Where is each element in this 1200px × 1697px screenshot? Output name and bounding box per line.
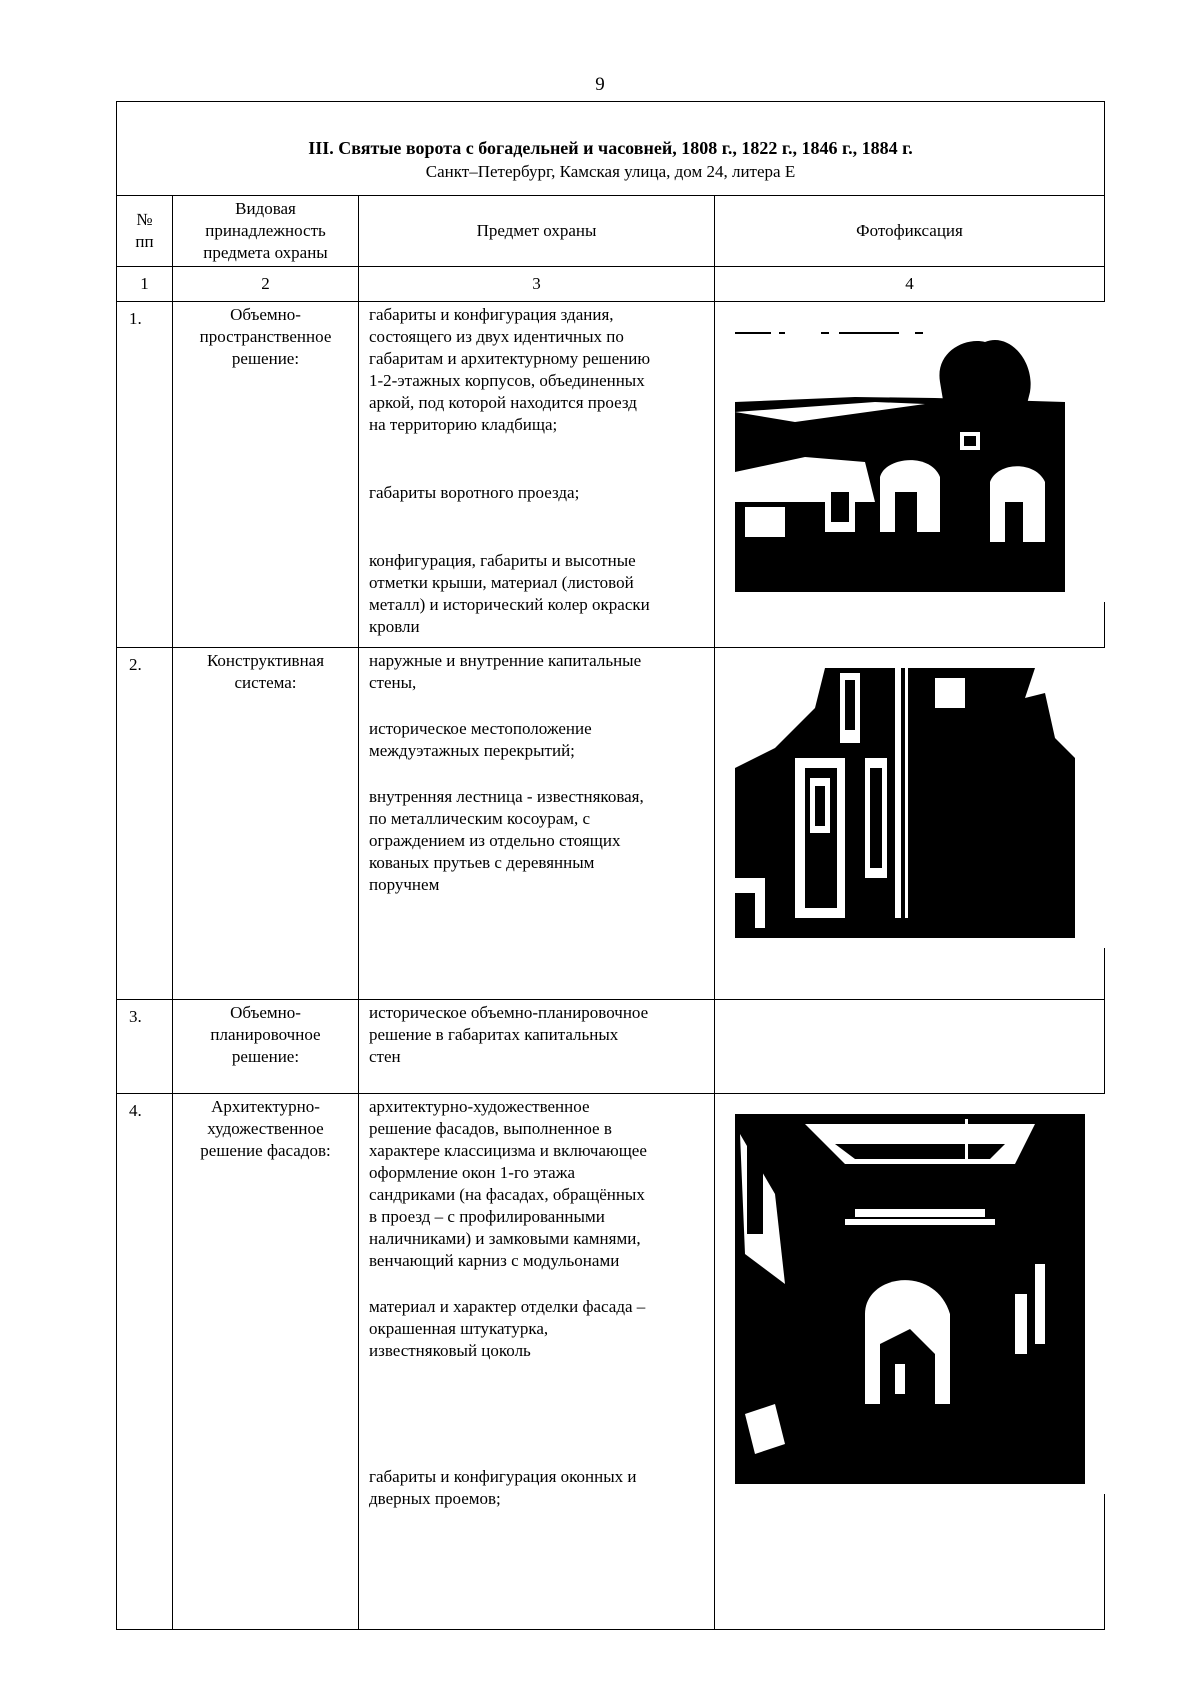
object-address: Санкт–Петербург, Камская улица, дом 24, литера Е <box>425 161 796 181</box>
subject-paragraph <box>369 650 708 694</box>
column-number: 2 <box>173 267 359 302</box>
row-subject <box>359 648 715 1000</box>
column-number-row <box>117 267 1105 302</box>
staircase-photo <box>715 648 1105 948</box>
text-line: кровли <box>369 617 420 636</box>
row-subject <box>359 1000 715 1094</box>
row-type-line: пространственное <box>199 327 332 346</box>
subject-paragraph <box>369 1466 708 1510</box>
table-row <box>117 648 1105 1000</box>
header-type-line: предмета охраны <box>203 243 328 262</box>
text-line: историческое местоположение <box>369 719 592 738</box>
text-line: габаритам и архитектурному решению <box>369 349 651 368</box>
header-type-line: Видовая <box>235 199 296 218</box>
row-type-line: художественное <box>207 1119 324 1138</box>
row-number: 2. <box>117 648 173 1000</box>
header-num-line: пп <box>135 232 154 251</box>
text-line: поручнем <box>369 875 440 894</box>
text-line: габариты и конфигурация здания, <box>369 305 614 324</box>
text-line: отметки крыши, материал (листовой <box>369 573 634 592</box>
page-number: 9 <box>595 74 605 95</box>
row-subject <box>359 302 715 648</box>
text-line: архитектурно-художественное <box>369 1097 590 1116</box>
text-line: на территорию кладбища; <box>369 415 558 434</box>
text-line: сандриками (на фасадах, обращённых <box>369 1185 645 1204</box>
subject-paragraph <box>369 786 708 896</box>
row-number: 1. <box>117 302 173 648</box>
text-line: конфигурация, габариты и высотные <box>369 551 636 570</box>
text-line: аркой, под которой находится проезд <box>369 393 637 412</box>
header-row <box>117 196 1105 267</box>
row-number: 4. <box>117 1094 173 1630</box>
subject-paragraph <box>369 550 708 638</box>
building-gate-photo <box>715 302 1105 602</box>
column-number: 1 <box>117 267 173 302</box>
header-num-line: № <box>136 210 153 229</box>
text-line: междуэтажных перекрытий; <box>369 741 575 760</box>
protection-subject-table <box>116 101 1105 1630</box>
header-type <box>173 196 359 267</box>
row-photo <box>715 302 1105 648</box>
text-line: кованых прутьев с деревянным <box>369 853 595 872</box>
column-number: 3 <box>359 267 715 302</box>
header-photo: Фотофиксация <box>715 196 1105 267</box>
row-type-line: Архитектурно- <box>211 1097 320 1116</box>
row-type-line: система: <box>234 673 297 692</box>
text-line: наружные и внутренние капитальные <box>369 651 642 670</box>
row-type-line: Конструктивная <box>206 651 325 670</box>
text-line: дверных проемов; <box>369 1489 501 1508</box>
text-line: ограждением из отдельно стоящих <box>369 831 621 850</box>
row-type-line: Объемно- <box>230 305 301 324</box>
text-line: характере классицизма и включающее <box>369 1141 647 1160</box>
subject-paragraph <box>369 482 708 504</box>
subject-paragraph <box>369 1096 708 1272</box>
text-line: решение фасадов, выполненное в <box>369 1119 612 1138</box>
row-type-line: решение фасадов: <box>200 1141 331 1160</box>
table-row <box>117 1000 1105 1094</box>
row-type-line: планировочное <box>210 1025 321 1044</box>
text-line: внутренняя лестница - известняковая, <box>369 787 644 806</box>
title-row <box>117 102 1105 196</box>
header-type-line: принадлежность <box>205 221 326 240</box>
row-type-line: решение: <box>231 349 300 368</box>
column-number: 4 <box>715 267 1105 302</box>
text-line: габариты воротного проезда; <box>369 483 580 502</box>
object-title: III. Святые ворота с богадельней и часовней, 1808 г., 1822 г., 1846 г., 1884 г. <box>308 137 913 158</box>
table-row <box>117 1094 1105 1630</box>
text-line: стены, <box>369 673 417 692</box>
subject-paragraph <box>369 718 708 762</box>
row-type <box>173 648 359 1000</box>
text-line: историческое объемно-планировочное <box>369 1003 649 1022</box>
title-cell <box>117 102 1105 196</box>
header-subject: Предмет охраны <box>359 196 715 267</box>
text-line: стен <box>369 1047 401 1066</box>
row-photo-empty <box>715 1000 1105 1094</box>
subject-paragraph <box>369 304 708 436</box>
text-line: известняковый цоколь <box>369 1341 531 1360</box>
row-type-line: решение: <box>231 1047 300 1066</box>
text-line: материал и характер отделки фасада – <box>369 1297 646 1316</box>
row-photo <box>715 648 1105 1000</box>
text-line: состоящего из двух идентичных по <box>369 327 624 346</box>
row-type-line: Объемно- <box>230 1003 301 1022</box>
text-line: габариты и конфигурация оконных и <box>369 1467 637 1486</box>
row-type <box>173 1000 359 1094</box>
subject-paragraph <box>369 1002 708 1068</box>
text-line: решение в габаритах капитальных <box>369 1025 619 1044</box>
text-line: наличниками) и замковыми камнями, <box>369 1229 641 1248</box>
table-row <box>117 302 1105 648</box>
text-line: металл) и исторический колер окраски <box>369 595 650 614</box>
row-type <box>173 1094 359 1630</box>
header-num <box>117 196 173 267</box>
text-line: оформление окон 1-го этажа <box>369 1163 576 1182</box>
text-line: в проезд – с профилированными <box>369 1207 605 1226</box>
row-photo <box>715 1094 1105 1630</box>
text-line: 1-2-этажных корпусов, объединенных <box>369 371 645 390</box>
row-type <box>173 302 359 648</box>
row-number: 3. <box>117 1000 173 1094</box>
text-line: по металлическим косоурам, с <box>369 809 591 828</box>
text-line: окрашенная штукатурка, <box>369 1319 549 1338</box>
text-line: венчающий карниз с модульонами <box>369 1251 620 1270</box>
subject-paragraph <box>369 1296 708 1362</box>
arch-passage-photo <box>715 1094 1105 1494</box>
row-subject <box>359 1094 715 1630</box>
